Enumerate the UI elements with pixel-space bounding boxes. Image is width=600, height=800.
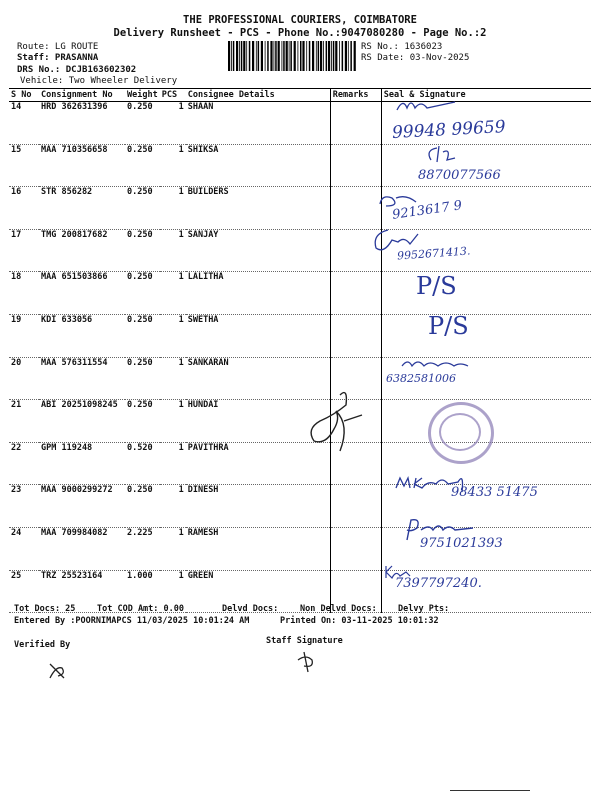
row-weight: 1.000: [125, 570, 160, 613]
row-pcs: 1: [160, 102, 186, 145]
table-row: [9, 229, 591, 272]
row-consignee: SHAAN: [186, 102, 331, 145]
row-consignment-no: HRD 362631396: [39, 102, 125, 145]
row-consignment-no: TRZ 25523164: [39, 570, 125, 613]
row-sno: 18: [9, 272, 39, 315]
row-pcs: 1: [160, 144, 186, 187]
drs-number: DRS No.: DCJB163602302: [17, 65, 137, 75]
row-sno: 23: [9, 485, 39, 528]
bottom-rule: [450, 790, 530, 791]
row-sno: 15: [9, 144, 39, 187]
barcode: [228, 41, 356, 71]
row-consignee: BUILDERS: [186, 187, 331, 230]
table-row: [9, 144, 591, 187]
signature-r17: [370, 226, 440, 254]
signature-r20: [398, 356, 478, 372]
col-consignee: Consignee Details: [186, 89, 331, 102]
company-title: THE PROFESSIONAL COURIERS, COIMBATORE: [183, 14, 417, 26]
table-row: [9, 527, 591, 570]
row-consignee: DINESH: [186, 485, 331, 528]
row-sno: 22: [9, 442, 39, 485]
row-seal-signature: [381, 272, 591, 315]
row-weight: 0.250: [125, 314, 160, 357]
row-sno: 20: [9, 357, 39, 400]
row-consignment-no: MAA 709984082: [39, 527, 125, 570]
col-remarks: Remarks: [330, 89, 381, 102]
row-pcs: 1: [160, 442, 186, 485]
table-row: [9, 314, 591, 357]
row-sno: 24: [9, 527, 39, 570]
row-consignee: GREEN: [186, 570, 331, 613]
row-consignee: SANKARAN: [186, 357, 331, 400]
row-pcs: 1: [160, 272, 186, 315]
row-remarks: [330, 527, 381, 570]
row-remarks: [330, 144, 381, 187]
col-pcs: PCS: [160, 89, 186, 102]
signature-r16: [376, 190, 436, 212]
row-consignee: SWETHA: [186, 314, 331, 357]
row-consignment-no: KDI 633056: [39, 314, 125, 357]
handwriting-r16: 9213617 9: [391, 198, 464, 223]
rs-number: RS No.: 1636023: [361, 42, 443, 52]
entered-by: Entered By :POORNIMAPCS 11/03/2025 10:01:24 AM: [14, 616, 250, 626]
row-consignment-no: MAA 9000299272: [39, 485, 125, 528]
signature-r24: [403, 516, 483, 544]
delivery-stamp: [428, 402, 494, 464]
col-consignment: Consignment No: [39, 89, 125, 102]
table-row: [9, 272, 591, 315]
row-sno: 17: [9, 229, 39, 272]
row-consignment-no: GPM 119248: [39, 442, 125, 485]
signature-r15: [425, 142, 475, 166]
row-pcs: 1: [160, 570, 186, 613]
row-pcs: 1: [160, 527, 186, 570]
row-seal-signature: [381, 314, 591, 357]
row-weight: 0.250: [125, 144, 160, 187]
vehicle-label: Vehicle: Two Wheeler Delivery: [20, 76, 178, 86]
row-weight: 0.250: [125, 357, 160, 400]
row-remarks: [330, 187, 381, 230]
staff-label: Staff: PRASANNA: [17, 53, 99, 63]
row-consignment-no: MAA 710356658: [39, 144, 125, 187]
row-sno: 16: [9, 187, 39, 230]
route-label: Route: LG ROUTE: [17, 42, 99, 52]
printed-on: Printed On: 03-11-2025 10:01:32: [280, 616, 439, 626]
handwriting-r25: 7397797240.: [395, 576, 482, 591]
row-weight: 0.250: [125, 187, 160, 230]
verified-by-signature: [46, 660, 70, 682]
row-consignment-no: MAA 651503866: [39, 272, 125, 315]
row-remarks: [330, 102, 381, 145]
row-pcs: 1: [160, 229, 186, 272]
row-pcs: 1: [160, 187, 186, 230]
staff-signature-label: Staff Signature: [266, 636, 343, 646]
row-pcs: 1: [160, 357, 186, 400]
row-pcs: 1: [160, 400, 186, 443]
row-sno: 21: [9, 400, 39, 443]
row-weight: 0.250: [125, 400, 160, 443]
delivered-docs: Delvd Docs:: [222, 604, 279, 614]
runsheet-subtitle: Delivery Runsheet - PCS - Phone No.:9047080280 - Page No.:2: [113, 27, 487, 39]
handwriting-r17: 9952671413.: [396, 244, 471, 263]
row-weight: 0.520: [125, 442, 160, 485]
row-consignee: PAVITHRA: [186, 442, 331, 485]
col-weight: Weight: [127, 90, 158, 100]
col-seal-signature: Seal & Signature: [381, 89, 591, 102]
signature-r23: [392, 472, 502, 494]
row-weight: 0.250: [125, 485, 160, 528]
handwriting-r24: 9751021393: [420, 536, 503, 551]
row-weight: 0.250: [125, 272, 160, 315]
table-row: [9, 187, 591, 230]
handwriting-r14: 99948 99659: [391, 117, 507, 143]
row-weight: 2.225: [125, 527, 160, 570]
total-cod-amount: Tot COD Amt: 0.00: [97, 604, 184, 614]
signature-r14: [395, 96, 475, 116]
table-header-row: [9, 89, 591, 102]
row-consignment-no: TMG 200817682: [39, 229, 125, 272]
row-remarks: [330, 314, 381, 357]
non-delivered-docs: Non Delvd Docs:: [300, 604, 377, 614]
row-consignee: SANJAY: [186, 229, 331, 272]
row-sno: 19: [9, 314, 39, 357]
row-consignment-no: STR 856282: [39, 187, 125, 230]
handwriting-r15: 8870077566: [418, 168, 501, 183]
row-consignment-no: ABI 20251098245: [39, 400, 125, 443]
row-sno: 25: [9, 570, 39, 613]
handwriting-r19: P/S: [428, 312, 469, 340]
row-remarks: [330, 485, 381, 528]
row-remarks: [330, 272, 381, 315]
row-sno: 14: [9, 102, 39, 145]
verified-by-label: Verified By: [14, 640, 71, 650]
row-consignee: RAMESH: [186, 527, 331, 570]
signature-r25: [382, 562, 422, 580]
handwriting-r20: 6382581006: [386, 372, 456, 385]
row-consignee: SHIKSA: [186, 144, 331, 187]
row-pcs: 1: [160, 314, 186, 357]
col-sno: S No: [9, 89, 39, 102]
row-consignee: LALITHA: [186, 272, 331, 315]
delivery-points: Delvy Pts:: [398, 604, 450, 614]
handwriting-r23: 98433 51475: [451, 485, 538, 500]
signature-r21-22: [300, 385, 380, 455]
row-pcs: 1: [160, 485, 186, 528]
row-weight: 0.250: [125, 102, 160, 145]
staff-signature-mark: [294, 650, 320, 674]
row-weight: 0.250: [125, 229, 160, 272]
total-docs: Tot Docs: 25: [14, 604, 76, 614]
row-consignment-no: MAA 576311554: [39, 357, 125, 400]
handwriting-r18: P/S: [416, 272, 457, 300]
runsheet-table: [9, 88, 591, 613]
rs-date: RS Date: 03-Nov-2025: [361, 53, 470, 63]
row-consignee: HUNDAI: [186, 400, 331, 443]
